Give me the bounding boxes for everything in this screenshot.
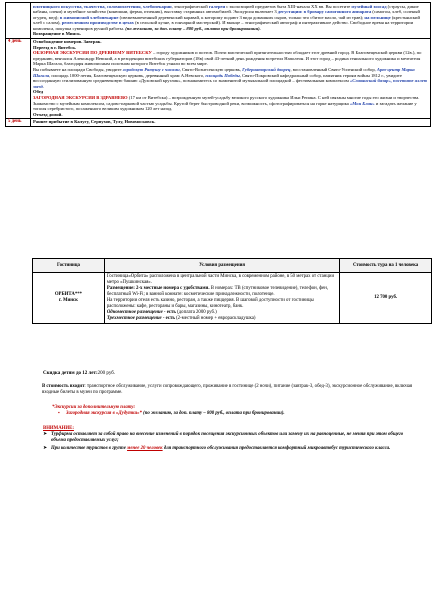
- header-price: Стоимость тура на 1 человека: [340, 259, 432, 273]
- text-run: Загородная экскурсия в «Дудутки»*: [66, 411, 144, 417]
- text-run: -: [161, 315, 166, 321]
- tour-price: 12 700 руб.: [340, 273, 432, 324]
- text-run: , Свято-Покровский кафедральный собор, памятник героям войны 1812 г., увидите воссозданную стилизованную средневековую башню «Духовской круглик», познакомитесь со знаменитой музыкальной площадкой – фестивальным комплексом: [33, 72, 402, 84]
- text-run: .: [42, 83, 44, 89]
- text-run: (страусы, дикие кабаны, олени) и музейное хозяйство (конюшни, ферма, птичник), выставку старинных автомобилей. Экскурсия включает 3: [33, 3, 419, 15]
- extra-items: [58, 411, 430, 417]
- discount-label: Скидка детям до 12 лет:: [43, 371, 98, 376]
- day-label: 5 день: [6, 118, 31, 126]
- hotel-name-cell: [33, 273, 105, 324]
- bullet-icon: ▪: [58, 411, 60, 417]
- text-run: с экспозицией предметов быта XIII-начала XX вв. Вы посетите: [225, 3, 352, 9]
- text-run: При количестве туристов в группе: [51, 445, 128, 451]
- text-line: [107, 316, 337, 322]
- text-run: Турфирма оставляет за собой право на внесение изменений в порядок посещения экскурсионных объектов или замену их на равноценные, не меняя при этом общего объема предоставляемых услуг;: [51, 432, 404, 444]
- text-run: , этнографической: [171, 3, 209, 9]
- attention-block: [43, 426, 415, 453]
- text-run: на мельнице: [364, 14, 391, 20]
- text-run: -: [162, 309, 167, 315]
- text-line: [51, 446, 415, 452]
- text-line: [107, 286, 337, 298]
- text-run: В номерах: ТВ (спутниковое телевидение), телефон, фен, бесплатный Wi-Fi; в ванной комнате: косметические принадлежности, полотенце.: [106, 285, 329, 297]
- program-row-day4: [6, 38, 431, 118]
- text-run: дегустации: в бровару самогонного аппарата: [277, 9, 372, 15]
- list-item: [58, 411, 430, 417]
- extra-heading: *Экскурсии за дополнительную плату:: [52, 405, 136, 410]
- text-run: , площадь 1000-летия, Благовещенскую церковь, деревянный храм А.Невского,: [49, 72, 206, 78]
- bullet-icon: ➤: [43, 445, 48, 451]
- included-text: : транспортное обслуживание, услуги сопровождающего, проживание в гостинице (2 ночи), питание (завтрак-3, обед-3), экскурсионное обслуживание, включая входные билеты в музеи по программе.: [42, 384, 413, 396]
- text-run: городскую Ратушу с часами: [122, 67, 180, 73]
- text-run: (по желанию, за доп. плату – 800 руб., оплата при бронировании).: [143, 411, 285, 417]
- text-run: в живописной хлебопекарне: [59, 14, 119, 20]
- text-line: [33, 50, 428, 67]
- included-label: В стоимость входит: [42, 384, 85, 389]
- program-row-day5: [6, 118, 431, 126]
- text-run: есть: [165, 315, 175, 321]
- header-hotel: Гостиница: [33, 259, 105, 273]
- text-run: и загадать желание у тополя серебристого, посаженного великим художником 120 лет назад.: [33, 100, 417, 112]
- hotel-city: г. Минск: [58, 297, 78, 303]
- text-run: плотницкого искусства, ткачества, соломоплетения, хлебопекарни: [33, 3, 172, 9]
- program-table: [5, 2, 431, 127]
- text-line: [66, 411, 430, 417]
- hotel-name: ОРБИТА***: [54, 291, 83, 297]
- text-run: Губернаторский дворец: [242, 67, 291, 73]
- text-run: менее 20 человек: [127, 445, 163, 451]
- attention-heading: ВНИМАНИЕ:: [43, 426, 74, 431]
- text-run: Возвращение в Минск.: [33, 31, 82, 37]
- text-line: [33, 95, 428, 112]
- included-block: [42, 384, 420, 396]
- child-discount: [43, 371, 115, 377]
- text-run: Арт-центр Марка Шагала: [33, 67, 415, 78]
- text-run: Освобождение номеров. Завтрак.: [33, 39, 102, 45]
- text-run: Переезд в г. Витебск.: [33, 44, 77, 50]
- extra-block: [52, 405, 430, 418]
- text-run: Вы побываете на площади Свободы, увидите: [33, 67, 123, 73]
- text-run: площадь Победы: [205, 72, 240, 78]
- list-item: [43, 432, 415, 444]
- text-run: галереи: [208, 3, 226, 9]
- text-run: Раннее прибытие в Калугу, Серпухов, Тулу, Новомосковск.: [33, 119, 156, 125]
- text-run: (по желанию, за доп. плату – 800 руб., оплата при бронировании).: [125, 25, 261, 31]
- text-run: (17 км от Витебска) – возрожденную музей-усадьбу великого русского художника Ильи Репина. С ней связаны многие годы его жизни и творчества. Знакомство с музейным комплексом, садово-парковой частью усадьбы. Крутой берег быстроводной реки, возможность, сфотографироваться на горке натурщика: [33, 95, 420, 106]
- text-run: Обед: [33, 89, 44, 95]
- program-text-top: [31, 3, 431, 39]
- program-text-day5: [31, 118, 431, 126]
- list-item: [43, 446, 415, 452]
- text-run: ЗАГОРОДНАЯ ЭКСКУРСИЯ В ЗДРАВНЕВО: [33, 95, 128, 100]
- text-run: (самогон, хлеб, соленый огурец, мед);: [33, 9, 420, 20]
- text-run: Трехместное размещение: [106, 315, 162, 321]
- text-run: для транспортного обслуживания предоставляется комфортный микроавтобус туристического класса.: [162, 445, 391, 451]
- text-run: «Мон Блан»: [349, 100, 375, 106]
- hotel-conditions: [104, 273, 339, 324]
- text-run: – городу художников и поэтов. Почти мистической притягательностью обладает этот древний город. В Благовещенской церкви (12в.), по преданию, венчался Александр Невский, а в резиденции витебских губернаторов (18в) свой 43-летний день рождения встретил Наполеон. И этот город – родина гениального художника и мечтателя Марка Шагала, благодаря живописным полотнам которого Витебск узнали во всем мире.: [33, 50, 422, 67]
- day-label: 4 день: [6, 38, 31, 118]
- header-conditions: Условия размещения: [104, 259, 339, 273]
- text-run: ремесленном производстве в цехах: [61, 20, 134, 26]
- text-line: [33, 112, 428, 118]
- hotel-table-header: [33, 259, 432, 273]
- day-label-empty: [6, 3, 31, 39]
- text-run: «Славянский базар», посетите аллею звезд: [33, 78, 428, 89]
- text-line: [107, 274, 337, 286]
- discount-value: 200 руб.: [97, 371, 116, 376]
- text-run: (крестьянский хлеб с салом),: [33, 14, 420, 26]
- text-run: , восстановленный Свято-Успенский собор,: [290, 67, 377, 73]
- text-run: есть: [166, 309, 176, 315]
- hotel-row: [33, 273, 432, 324]
- text-run: Размещение: 2-х местные номера с удобствами.: [106, 285, 210, 291]
- text-run: (в сельской кузне, в гончарной мастерской). И вконце – этнографический автограф и интерактивное действо. Свободное время на территории комплекса, покупка сувениров ручной работы.: [33, 20, 414, 31]
- text-run: Отъезд домой.: [33, 111, 63, 117]
- text-line: [107, 298, 337, 310]
- bullet-icon: ➤: [43, 432, 48, 438]
- text-run: Одноместное размещение: [106, 309, 163, 315]
- program-row-day3-end: [6, 3, 431, 39]
- text-line: [33, 119, 428, 125]
- text-run: , Свято-Вознесенскую церковь,: [179, 67, 243, 73]
- hotel-table: [32, 258, 432, 324]
- text-run: На территории отеля есть казино, ресторан, а также пиццерия. В шаговой доступности от гостиницы расположены: кафе, рестораны и бары, магазины, кинотеатр, банк.: [106, 297, 314, 309]
- text-line: [51, 432, 415, 444]
- program-text-day4: [31, 38, 431, 118]
- text-run: музейный зоосад: [351, 3, 387, 9]
- text-line: [33, 4, 428, 32]
- text-run: (2-местный номер + еврораскладушка): [174, 315, 256, 321]
- text-line: [33, 31, 428, 37]
- text-run: (свежевыпеченный деревенский каравай, к которому подают 3 вида домашних сыров, только что сбитое масло, чай из трав);: [118, 14, 365, 20]
- text-line: [33, 67, 428, 89]
- text-run: (доплата 2000 руб.): [175, 309, 217, 315]
- text-run: Гостиница«Орбита» расположена в центральной части Минска, в современном районе, в 50 метрах от станции метро «Пушкинская».: [106, 274, 335, 285]
- text-run: ОБЗОРНАЯ ЭКСКУРСИЯ ПО ДРЕВНЕМУ ВИТЕБСКУ: [33, 50, 152, 56]
- attention-items: [43, 432, 415, 452]
